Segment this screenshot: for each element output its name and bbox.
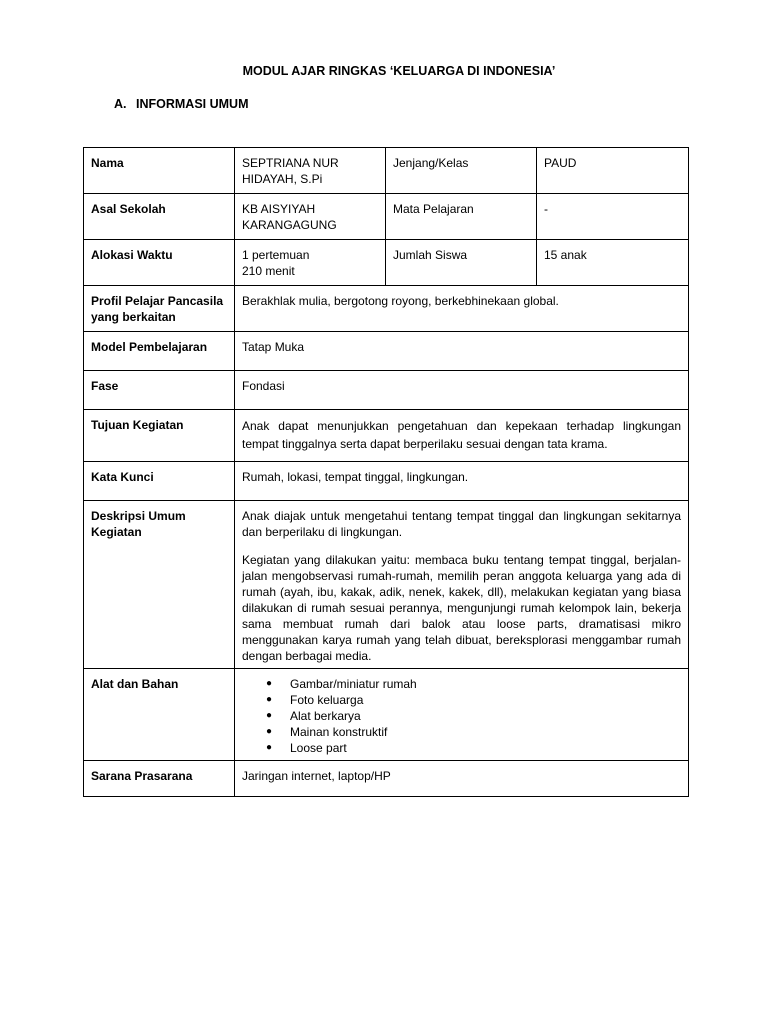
row-deskripsi [84, 501, 689, 669]
deskripsi-paragraph-2: Kegiatan yang dilakukan yaitu: membaca buku tentang tempat tinggal, berjalan-jalan mengobservasi rumah-rumah, memilih peran anggota keluarga yang ada di rumah (ayah, ibu, kakak, adik, nenek, kakek, dll), melakukan kegiatan yang biasa dilakukan di rumah sesuai perannya, mengunjungi rumah kelompok lain, bekerja sama membuat rumah dari balok atau loose parts, dramatisasi mikro menggunakan karya rumah yang telah dibuat, bereksplorasi menggambar rumah dengan berbagai media. [242, 553, 681, 663]
row-alokasi-waktu [84, 240, 689, 286]
value-mata-pelajaran: - [537, 194, 689, 240]
value-fase: Fondasi [235, 371, 689, 410]
row-kata-kunci [84, 462, 689, 501]
value-alat-bahan [235, 669, 689, 761]
value-model: Tatap Muka [235, 332, 689, 371]
value-nama [235, 148, 386, 194]
section-heading [114, 97, 249, 111]
list-item: ● Alat berkarya [266, 708, 681, 724]
label-kata-kunci: Kata Kunci [84, 462, 235, 501]
list-item: ● Loose part [266, 740, 681, 756]
value-asal-sekolah-line1: KB AISYIYAH [242, 202, 316, 216]
value-profil: Berakhlak mulia, bergotong royong, berkebhinekaan global. [235, 286, 689, 332]
value-alokasi-waktu [235, 240, 386, 286]
label-jenjang: Jenjang/Kelas [386, 148, 537, 194]
section-number: A. [114, 97, 127, 111]
document-title: MODUL AJAR RINGKAS ‘KELUARGA DI INDONESIA’ [242, 64, 556, 78]
list-item: ● Gambar/miniatur rumah [266, 676, 681, 692]
label-profil [84, 286, 235, 332]
value-jenjang: PAUD [537, 148, 689, 194]
row-model [84, 332, 689, 371]
label-jumlah-siswa: Jumlah Siswa [386, 240, 537, 286]
info-table [83, 147, 689, 797]
list-item: ● Mainan konstruktif [266, 724, 681, 740]
alat-bahan-list [242, 676, 681, 756]
row-sarana [84, 761, 689, 797]
label-deskripsi-line1: Deskripsi Umum [91, 509, 186, 523]
value-sarana: Jaringan internet, laptop/HP [235, 761, 689, 797]
row-alat-bahan [84, 669, 689, 761]
value-deskripsi [235, 501, 689, 669]
value-alokasi-waktu-line1: 1 pertemuan [242, 248, 310, 262]
label-profil-line2: yang berkaitan [91, 310, 176, 324]
label-model: Model Pembelajaran [84, 332, 235, 371]
label-nama: Nama [84, 148, 235, 194]
row-asal-sekolah [84, 194, 689, 240]
label-alat-bahan: Alat dan Bahan [84, 669, 235, 761]
label-sarana: Sarana Prasarana [84, 761, 235, 797]
row-nama [84, 148, 689, 194]
row-fase [84, 371, 689, 410]
label-deskripsi-line2: Kegiatan [91, 525, 142, 539]
row-tujuan [84, 410, 689, 462]
value-nama-line2: HIDAYAH, S.Pi [242, 172, 323, 186]
value-tujuan: Anak dapat menunjukkan pengetahuan dan kepekaan terhadap lingkungan tempat tinggalnya serta dapat berperilaku sesuai dengan tata krama. [235, 410, 689, 462]
value-nama-line1: SEPTRIANA NUR [242, 156, 339, 170]
value-alokasi-waktu-line2: 210 menit [242, 264, 295, 278]
value-jumlah-siswa: 15 anak [537, 240, 689, 286]
list-item: ● Foto keluarga [266, 692, 681, 708]
label-deskripsi [84, 501, 235, 669]
label-profil-line1: Profil Pelajar Pancasila [91, 294, 224, 308]
value-kata-kunci: Rumah, lokasi, tempat tinggal, lingkungan. [235, 462, 689, 501]
value-asal-sekolah-line2: KARANGAGUNG [242, 218, 337, 232]
deskripsi-paragraph-1: Anak diajak untuk mengetahui tentang tempat tinggal dan lingkungan sekitarnya dan berperilaku di lingkungan. [242, 509, 681, 539]
section-title: INFORMASI UMUM [136, 97, 249, 111]
row-profil [84, 286, 689, 332]
value-asal-sekolah [235, 194, 386, 240]
label-tujuan: Tujuan Kegiatan [84, 410, 235, 462]
label-mata-pelajaran: Mata Pelajaran [386, 194, 537, 240]
label-fase: Fase [84, 371, 235, 410]
label-alokasi-waktu: Alokasi Waktu [84, 240, 235, 286]
label-asal-sekolah: Asal Sekolah [84, 194, 235, 240]
